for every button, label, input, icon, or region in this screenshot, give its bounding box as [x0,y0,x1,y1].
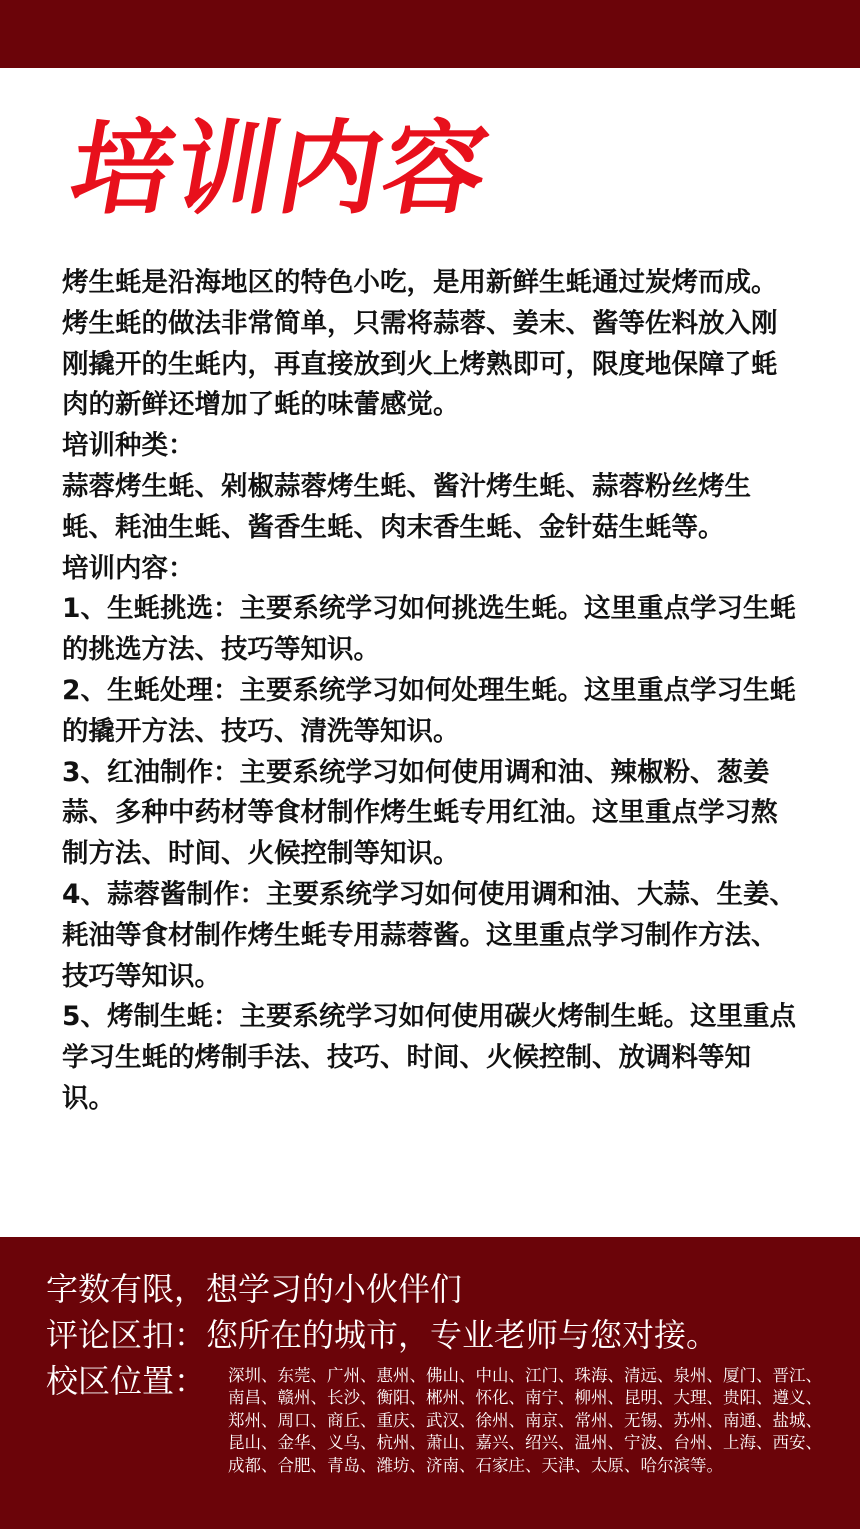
content-item-5: 5、烤制生蚝：主要系统学习如何使用碳火烤制生蚝。这里重点学习生蚝的烤制手法、技巧、时间、火候控制、放调料等知识。 [62,1001,796,1114]
intro-paragraph: 烤生蚝是沿海地区的特色小吃，是用新鲜生蚝通过炭烤而成。烤生蚝的做法非常简单，只需将蒜蓉、姜末、酱等佐料放入刚刚撬开的生蚝内，再直接放到火上烤熟即可，限度地保障了蚝肉的新鲜还增加了蚝的味蕾感觉。 [62,267,778,421]
campus-label: 校区位置： [46,1362,207,1400]
campus-list: 深圳、东莞、广州、惠州、佛山、中山、江门、珠海、清远、泉州、厦门、晋江、南昌、赣州、长沙、衡阳、郴州、怀化、南宁、柳州、昆明、大理、贵阳、遵义、郑州、周口、商丘、重庆、武汉、徐州、南京、常州、无锡、苏州、南通、盐城、昆山、金华、义乌、杭州、萧山、嘉兴、绍兴、温州、宁波、台州、上海、西安、成都、合肥、青岛、潍坊、济南、石家庄、天津、太原、哈尔滨等。 [228,1366,822,1475]
footer-banner [0,1237,860,1529]
content-item-3: 3、红油制作：主要系统学习如何使用调和油、辣椒粉、葱姜蒜、多种中药材等食材制作烤生蚝专用红油。这里重点学习熬制方法、时间、火候控制等知识。 [62,756,778,870]
training-content-heading: 培训内容： [62,552,195,584]
content-item-1: 1、生蚝挑选：主要系统学习如何挑选生蚝。这里重点学习生蚝的挑选方法、技巧等知识。 [62,593,796,666]
content-item-4: 4、蒜蓉酱制作：主要系统学习如何使用调和油、大蒜、生姜、耗油等食材制作烤生蚝专用蒜蓉酱。这里重点学习制作方法、技巧等知识。 [62,878,796,992]
article-body [62,263,802,1120]
footer-line-1: 字数有限，想学习的小伙伴们 [46,1270,463,1308]
page-title: 培训内容 [61,110,499,229]
footer-line-2: 评论区扣：您所在的城市，专业老师与您对接。 [46,1316,719,1354]
training-types-heading: 培训种类： [62,430,195,462]
training-types-list: 蒜蓉烤生蚝、剁椒蒜蓉烤生蚝、酱汁烤生蚝、蒜蓉粉丝烤生蚝、耗油生蚝、酱香生蚝、肉末香生蚝、金针菇生蚝等。 [62,470,751,543]
top-banner [0,0,860,68]
content-item-2: 2、生蚝处理：主要系统学习如何处理生蚝。这里重点学习生蚝的撬开方法、技巧、清洗等知识。 [62,674,796,747]
